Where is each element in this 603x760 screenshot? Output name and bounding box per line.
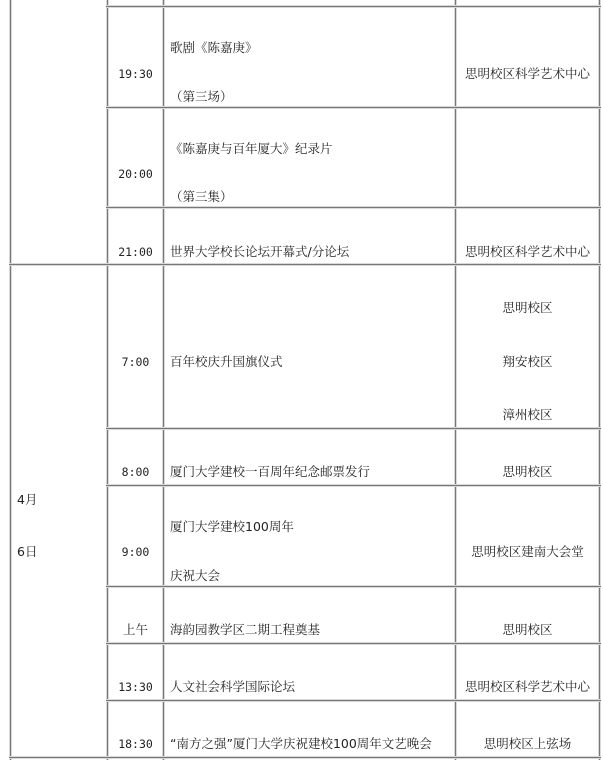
venue-cell-line: 思明校区 [502, 300, 553, 315]
venue-cell: 思明校区上弦场 [483, 736, 572, 751]
event-cell-line: 《陈嘉庚与百年厦大》纪录片 [170, 141, 333, 156]
event-cell-line: （第三集） [170, 189, 233, 204]
event-cell-line: 歌剧《陈嘉庚》 [170, 40, 258, 55]
event-cell-line: 厦门大学建校一百周年纪念邮票发行 [170, 464, 371, 479]
event-cell-line: 百年校庆升国旗仪式 [170, 354, 283, 369]
column-divider-date [106, 0, 109, 760]
event-cell-line: 世界大学校长论坛开幕式/分论坛 [170, 244, 350, 259]
row-divider [106, 585, 601, 588]
column-divider-event [454, 0, 457, 760]
time-cell: 20:00 [118, 167, 153, 181]
time-cell: 8:00 [121, 465, 150, 479]
venue-cell: 思明校区 [502, 622, 553, 637]
event-cell-line: 厦门大学建校100周年 [170, 519, 294, 534]
event-cell-line: “南方之强”厦门大学庆祝建校100周年文艺晚会 [170, 736, 432, 751]
event-cell-line: 庆祝大会 [170, 568, 221, 583]
group-divider [9, 263, 601, 266]
venue-cell: 思明校区建南大会堂 [471, 544, 584, 559]
event-cell-line: 人文社会科学国际论坛 [170, 679, 296, 694]
time-cell: 21:00 [118, 245, 153, 259]
time-cell: 13:30 [118, 680, 153, 694]
event-cell-line: （第三场） [170, 89, 233, 104]
row-divider [106, 5, 601, 8]
venue-cell: 思明校区科学艺术中心 [464, 244, 590, 259]
row-divider [106, 699, 601, 702]
row-divider [106, 484, 601, 487]
column-divider-time [162, 0, 165, 760]
venue-cell: 思明校区科学艺术中心 [464, 679, 590, 694]
venue-cell-line: 翔安校区 [502, 354, 553, 369]
row-divider [106, 427, 601, 430]
row-divider [106, 106, 601, 109]
venue-cell: 思明校区科学艺术中心 [464, 66, 590, 81]
event-cell-line: 海韵园教学区二期工程奠基 [170, 622, 321, 637]
time-cell: 上午 [122, 622, 148, 637]
row-divider [106, 206, 601, 209]
time-cell: 9:00 [121, 545, 150, 559]
row-divider [106, 642, 601, 645]
time-cell: 18:30 [118, 737, 153, 751]
time-cell: 19:30 [118, 67, 153, 81]
table-border-bottom [9, 756, 601, 759]
table-border-right [598, 0, 601, 760]
time-cell: 7:00 [121, 355, 150, 369]
date-cell-month: 4月 [17, 492, 38, 507]
table-border-left [9, 0, 12, 760]
venue-cell: 思明校区 [502, 464, 553, 479]
date-cell-day: 6日 [17, 544, 38, 559]
venue-cell-line: 漳州校区 [502, 407, 553, 422]
